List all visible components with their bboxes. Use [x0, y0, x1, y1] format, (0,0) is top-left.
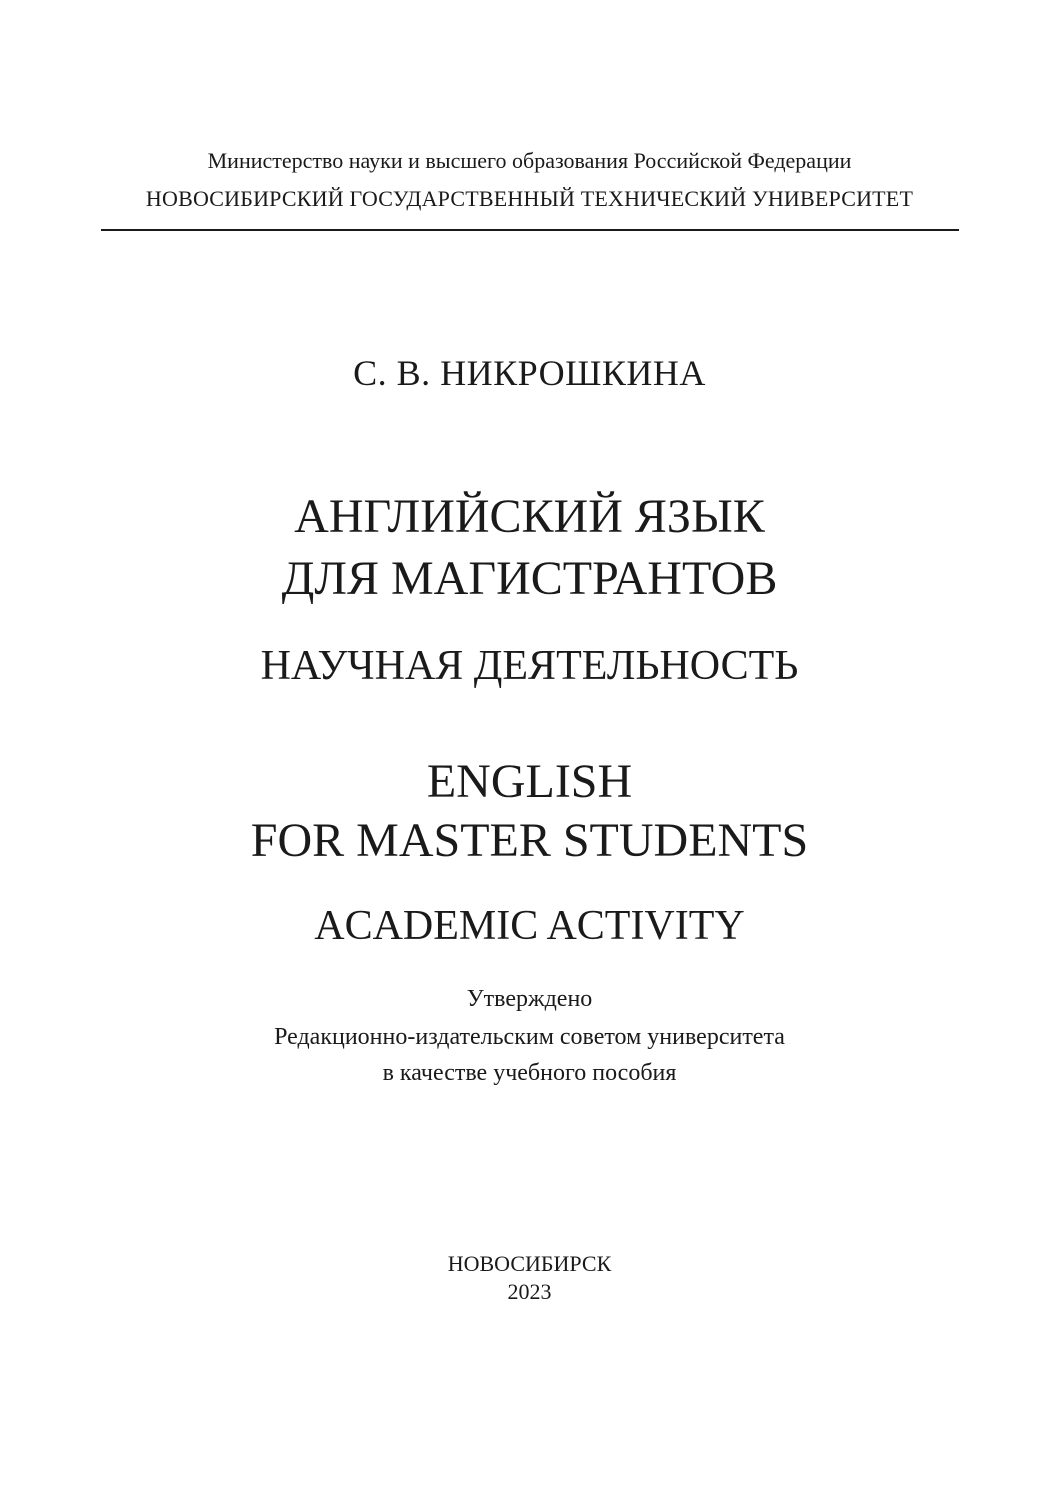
subtitle-ru: НАУЧНАЯ ДЕЯТЕЛЬНОСТЬ [260, 643, 799, 689]
title-en-line-2: FOR MASTER STUDENTS [250, 814, 809, 867]
title-ru-line-1: АНГЛИЙСКИЙ ЯЗЫК [294, 490, 765, 543]
author-name: С. В. НИКРОШКИНА [353, 353, 706, 393]
university-name: НОВОСИБИРСКИЙ ГОСУДАРСТВЕННЫЙ ТЕХНИЧЕСКИЙ УНИВЕРСИТЕТ [145, 186, 914, 211]
approval-line-2: Редакционно-издательским советом университета [274, 1024, 785, 1050]
publication-year: 2023 [507, 1279, 552, 1304]
ministry-name: Министерство науки и высшего образования Российской Федерации [207, 148, 852, 173]
title-en-line-1: ENGLISH [426, 755, 633, 808]
subtitle-en: ACADEMIC ACTIVITY [314, 903, 745, 949]
publication-city: НОВОСИБИРСК [447, 1251, 612, 1276]
approval-line-1: Утверждено [466, 986, 593, 1012]
header-divider [101, 229, 959, 231]
approval-line-3: в качестве учебного пособия [382, 1060, 677, 1086]
title-ru-line-2: ДЛЯ МАГИСТРАНТОВ [281, 552, 778, 605]
